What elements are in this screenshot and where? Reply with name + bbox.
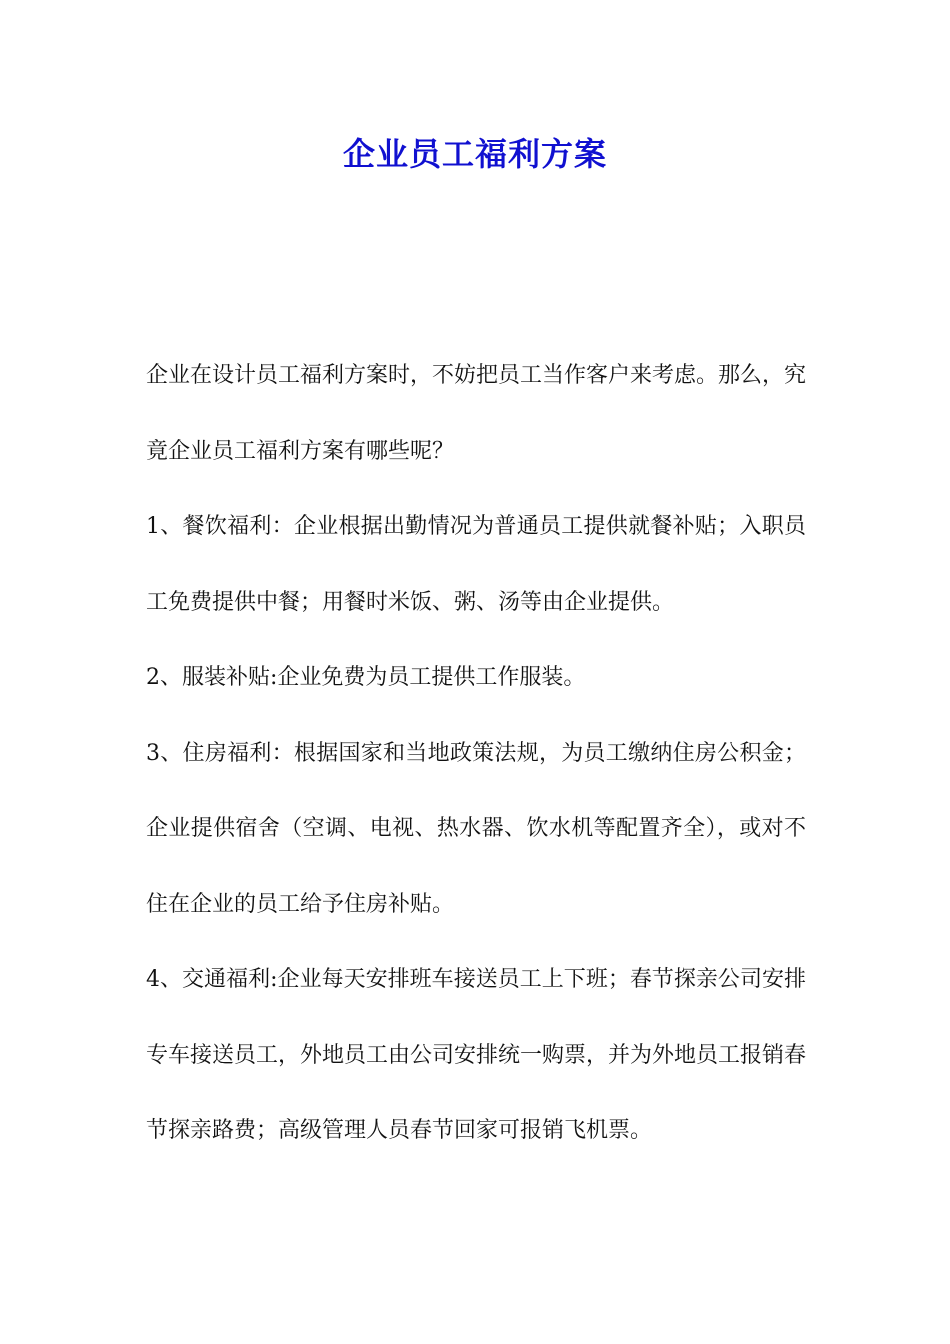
document-body	[146, 338, 806, 1169]
paragraph-dining-benefit: 1、餐饮福利：企业根据出勤情况为普通员工提供就餐补贴；入职员工免费提供中餐；用餐时米饭、粥、汤等由企业提供。	[146, 514, 806, 615]
document-title: 企业员工福利方案	[342, 135, 607, 173]
paragraph-housing-benefit: 3、住房福利：根据国家和当地政策法规，为员工缴纳住房公积金；企业提供宿舍（空调、电视、热水器、饮水机等配置齐全），或对不住在企业的员工给予住房补贴。	[146, 740, 806, 917]
paragraph-intro: 企业在设计员工福利方案时，不妨把员工当作客户来考虑。那么，究竟企业员工福利方案有哪些呢？	[146, 363, 807, 464]
paragraph-clothing-allowance: 2、服装补贴:企业免费为员工提供工作服装。	[146, 665, 586, 690]
paragraph-transport-benefit: 4、交通福利:企业每天安排班车接送员工上下班；春节探亲公司安排专车接送员工，外地员工由公司安排统一购票，并为外地员工报销春节探亲路费；高级管理人员春节回家可报销飞机票。	[146, 967, 807, 1143]
